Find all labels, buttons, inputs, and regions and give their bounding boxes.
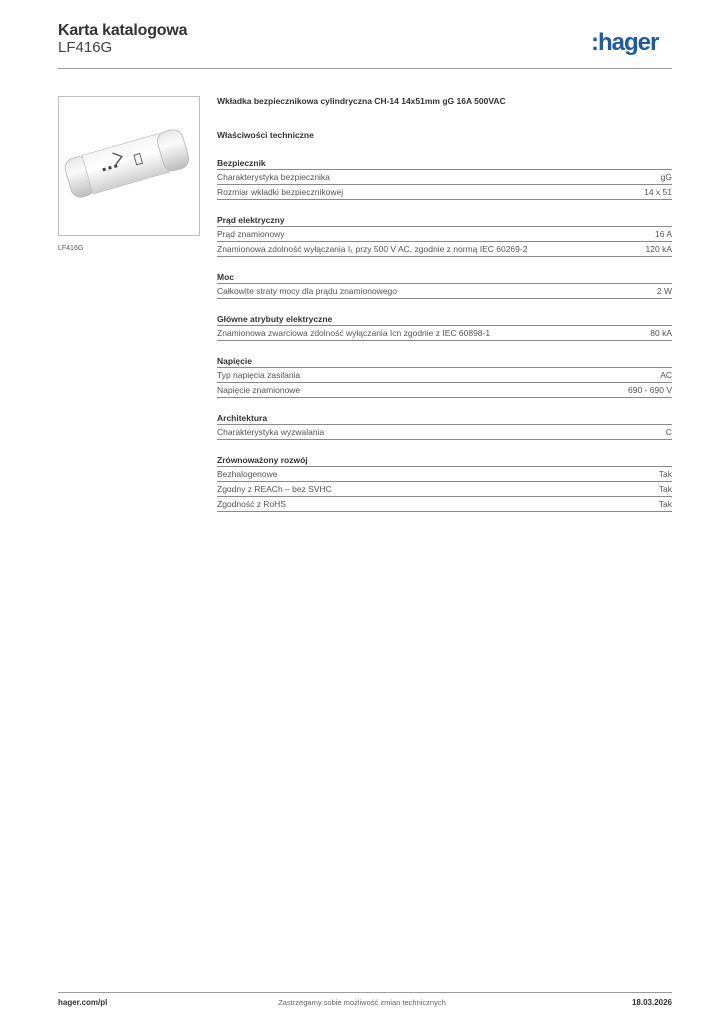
property-label: Znamionowa zdolność wyłączania I₁ przy 500 V AC, zgodnie z normą IEC 60269-2	[217, 244, 528, 254]
product-details	[217, 96, 672, 512]
property-label: Prąd znamionowy	[217, 229, 285, 239]
property-value: C	[665, 427, 672, 437]
property-rows	[217, 424, 672, 440]
property-rows	[217, 283, 672, 299]
property-value: gG	[660, 172, 672, 182]
property-label: Charakterystyka bezpiecznika	[217, 172, 330, 182]
property-row	[217, 226, 672, 241]
property-label: Bezhalogenowe	[217, 469, 278, 479]
property-label: Całkowite straty mocy dla prądu znamionowego	[217, 286, 398, 296]
property-rows	[217, 466, 672, 512]
property-section	[217, 356, 672, 398]
property-value: 690 - 690 V	[628, 385, 672, 395]
property-rows	[217, 325, 672, 341]
property-value: Tak	[658, 469, 672, 479]
property-section	[217, 413, 672, 440]
property-label: Typ napięcia zasilania	[217, 370, 301, 380]
section-title: Prąd elektryczny	[217, 215, 285, 225]
property-row	[217, 283, 672, 299]
image-caption: LF416G	[58, 245, 84, 252]
property-value: 16 A	[654, 229, 672, 239]
property-label: Zgodny z REACh – bez SVHC	[217, 484, 332, 494]
section-title: Główne atrybuty elektryczne	[217, 314, 333, 324]
property-row	[217, 481, 672, 496]
section-title: Bezpiecznik	[217, 158, 266, 168]
property-row	[217, 424, 672, 440]
property-row	[217, 466, 672, 481]
logo-text: :hager	[591, 29, 659, 56]
property-value: 120 kA	[645, 244, 672, 254]
footer-divider	[58, 992, 672, 993]
property-row	[217, 382, 672, 398]
property-rows	[217, 226, 672, 257]
property-sections	[217, 158, 672, 512]
section-title: Zrównoważony rozwój	[217, 455, 308, 465]
property-label: Zgodność z RoHS	[217, 499, 286, 509]
product-code: LF416G	[58, 39, 113, 56]
property-value: AC	[660, 370, 672, 380]
footer-website: hager.com/pl	[58, 998, 108, 1007]
property-row	[217, 496, 672, 512]
section-title: Napięcie	[217, 356, 252, 366]
header-divider	[58, 68, 672, 69]
property-rows	[217, 367, 672, 398]
property-section	[217, 314, 672, 341]
property-section	[217, 215, 672, 257]
product-image-frame	[58, 96, 200, 236]
property-section	[217, 272, 672, 299]
property-label: Rozmiar wkładki bezpiecznikowej	[217, 187, 344, 197]
property-row	[217, 325, 672, 341]
property-row	[217, 184, 672, 200]
property-label: Znamionowa zwarciowa zdolność wyłączania Icn zgodnie z IEC 60898-1	[217, 328, 491, 338]
property-value: 2 W	[656, 286, 672, 296]
property-row	[217, 169, 672, 184]
property-row	[217, 367, 672, 382]
footer-disclaimer: Zastrzegamy sobie możliwość zmian technicznych	[278, 998, 446, 1007]
property-label: Charakterystyka wyzwalania	[217, 427, 325, 437]
property-rows	[217, 169, 672, 200]
property-section	[217, 158, 672, 200]
section-title: Moc	[217, 272, 234, 282]
property-value: 14 x 51	[644, 187, 672, 197]
section-title: Architektura	[217, 413, 268, 423]
footer-date: 18.03.2026	[631, 998, 672, 1007]
property-value: Tak	[658, 484, 672, 494]
properties-heading: Właściwości techniczne	[217, 130, 314, 140]
property-label: Napięcie znamionowe	[217, 385, 301, 395]
property-value: 80 kA	[650, 328, 672, 338]
product-description: Wkładka bezpiecznikowa cylindryczna CH-14 14x51mm gG 16A 500VAC	[217, 96, 506, 106]
property-section	[217, 455, 672, 512]
fuse-image	[59, 97, 199, 235]
hager-logo	[591, 26, 675, 58]
property-value: Tak	[658, 499, 672, 509]
document-title: Karta katalogowa	[58, 22, 188, 39]
property-row	[217, 241, 672, 257]
